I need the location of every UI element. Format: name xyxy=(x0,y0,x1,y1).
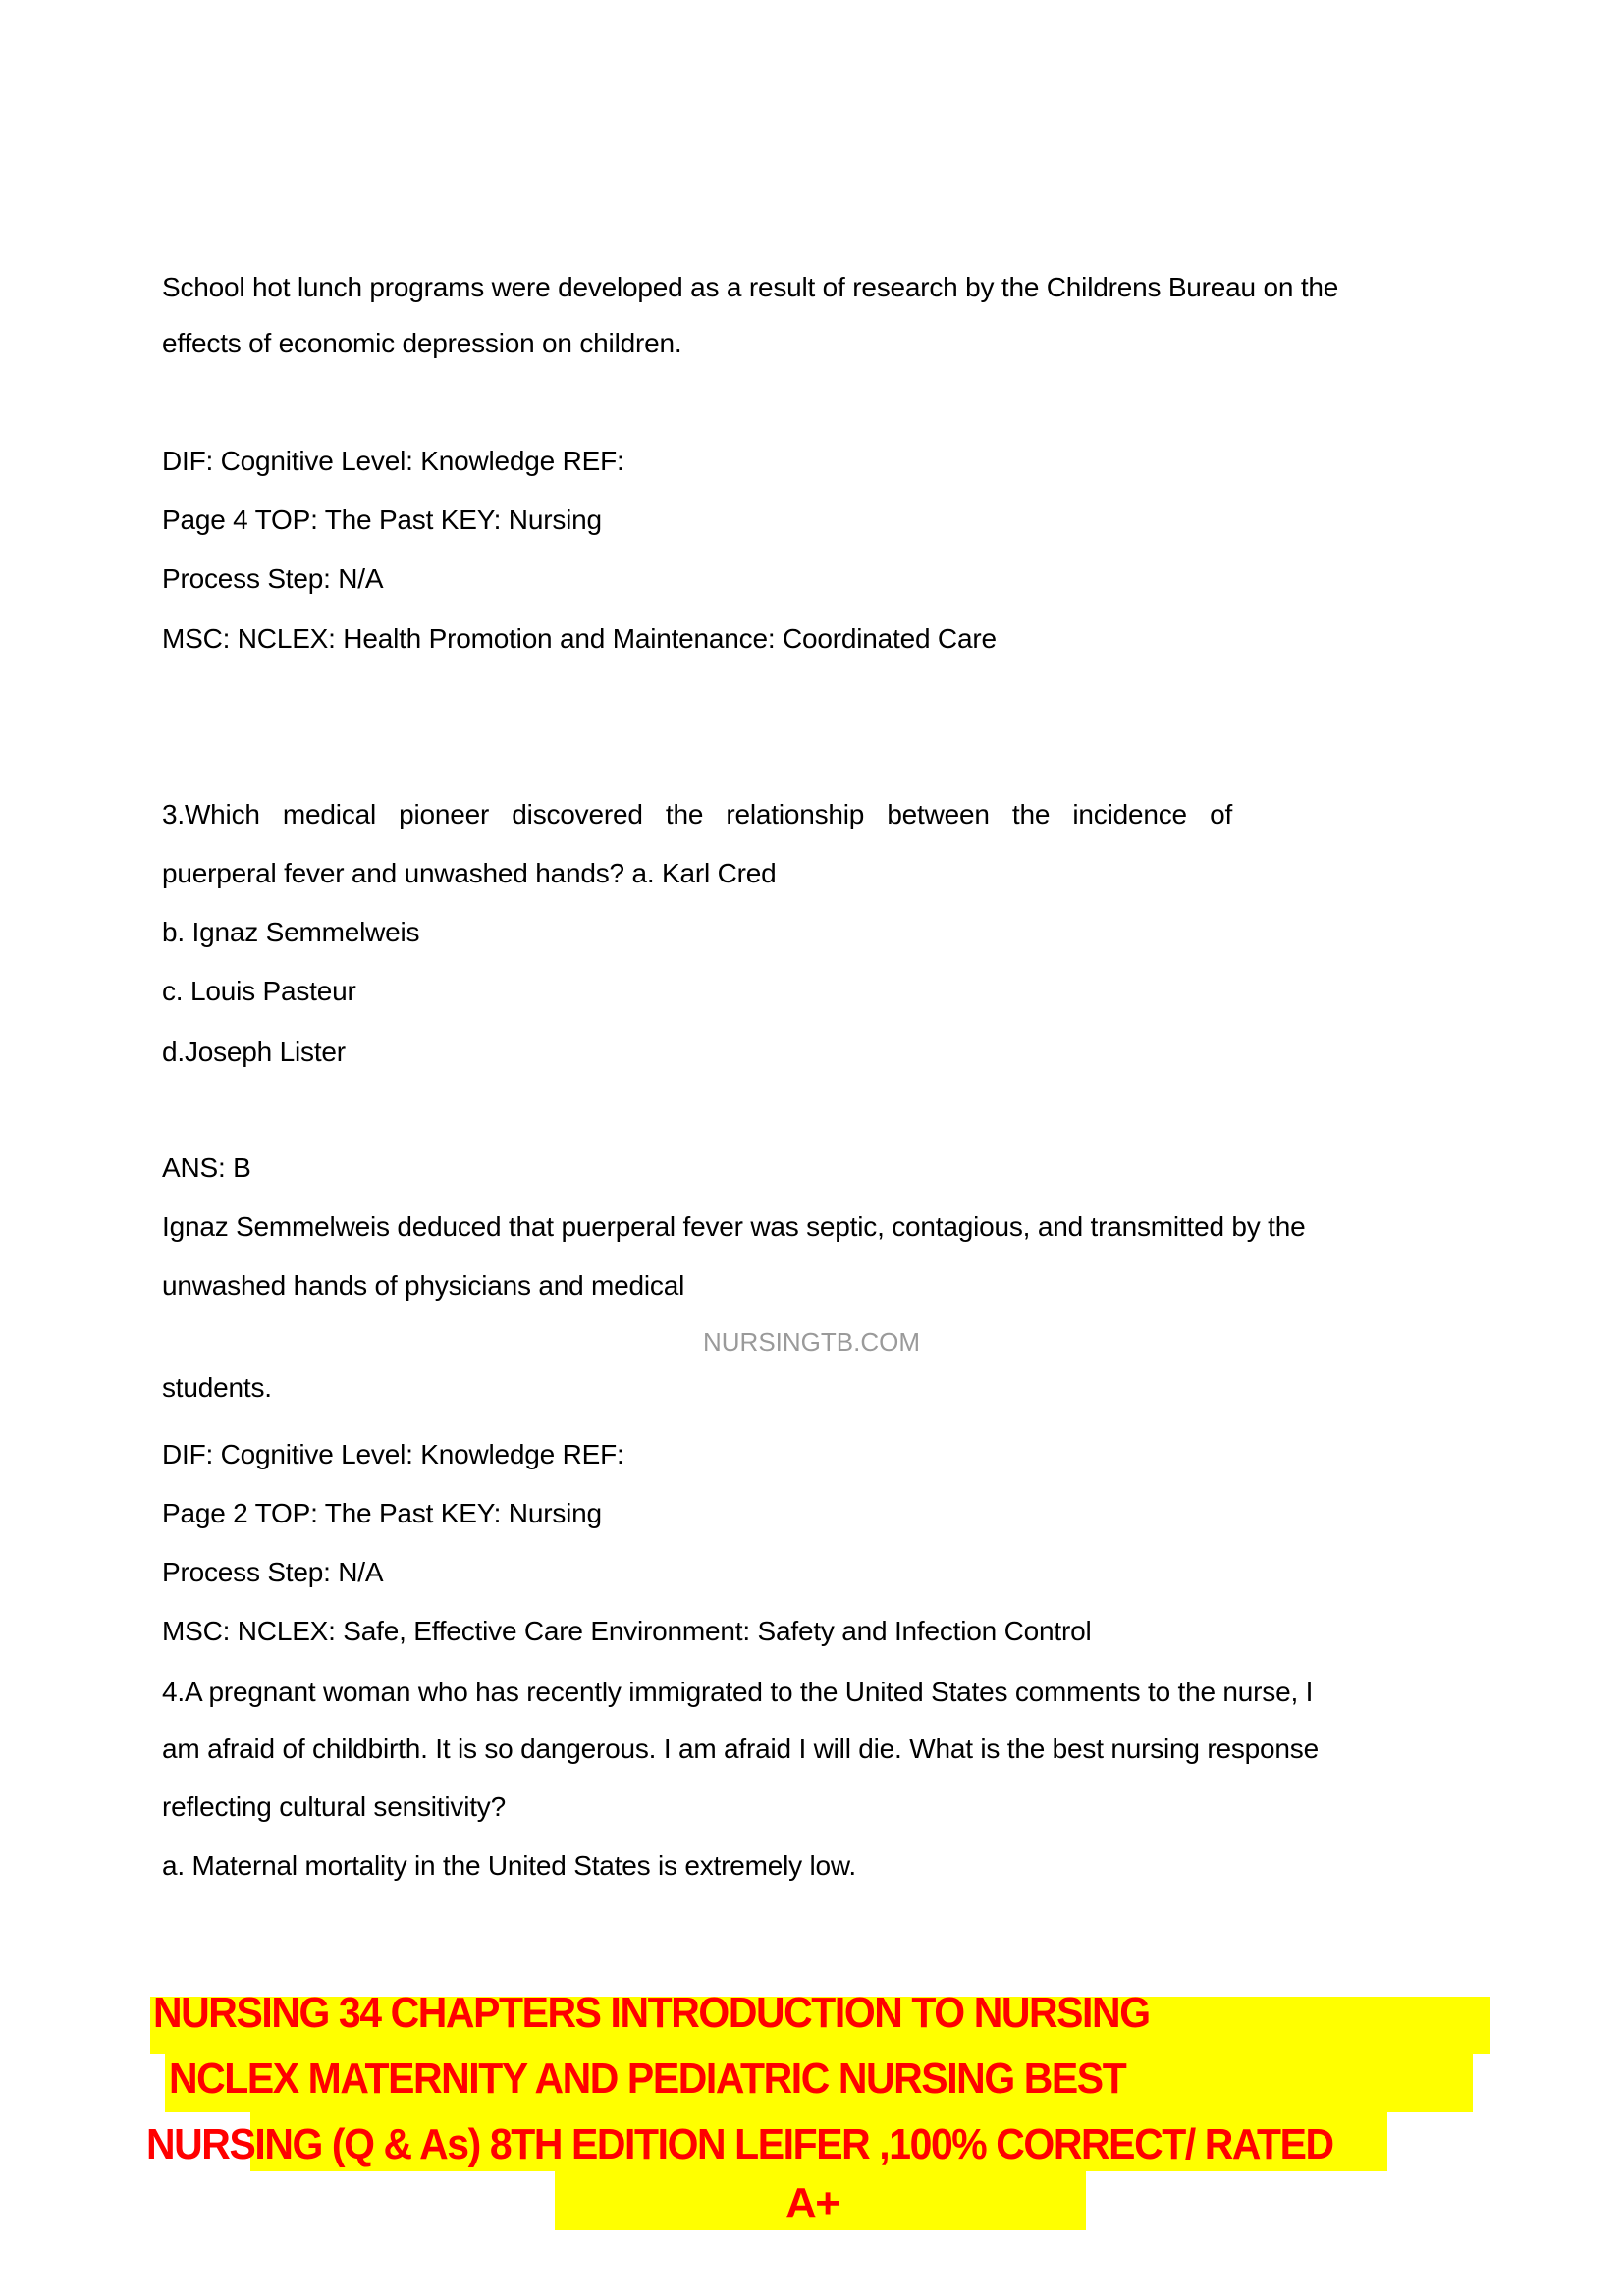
answer-option: c. Louis Pasteur xyxy=(162,976,356,1006)
banner-line: A+ xyxy=(785,2179,839,2227)
watermark: NURSINGTB.COM xyxy=(703,1327,920,1357)
question-line: 4.A pregnant woman who has recently immigrated to the United States comments to the nurse, I xyxy=(162,1677,1314,1707)
answer-option: a. Maternal mortality in the United States is extremely low. xyxy=(162,1850,856,1881)
paragraph-line: effects of economic depression on children. xyxy=(162,328,682,358)
question-line: puerperal fever and unwashed hands? a. Karl Cred xyxy=(162,858,777,888)
metadata-line: DIF: Cognitive Level: Knowledge REF: xyxy=(162,446,624,476)
metadata-line: Page 2 TOP: The Past KEY: Nursing xyxy=(162,1498,602,1528)
banner-line: NURSING 34 CHAPTERS INTRODUCTION TO NURSING xyxy=(153,1989,1150,2037)
banner-line: NCLEX MATERNITY AND PEDIATRIC NURSING BEST xyxy=(169,2055,1126,2103)
rationale-line: unwashed hands of physicians and medical xyxy=(162,1270,685,1301)
question-line: reflecting cultural sensitivity? xyxy=(162,1791,506,1822)
question-line: am afraid of childbirth. It is so dangerous. I am afraid I will die. What is the best nursing response xyxy=(162,1734,1319,1764)
banner-line: NURSING (Q & As) 8TH EDITION LEIFER ,100% CORRECT/ RATED xyxy=(146,2120,1333,2168)
rationale-line: Ignaz Semmelweis deduced that puerperal fever was septic, contagious, and transmitted by the xyxy=(162,1211,1306,1242)
metadata-line: Page 4 TOP: The Past KEY: Nursing xyxy=(162,505,602,535)
metadata-line: MSC: NCLEX: Health Promotion and Maintenance: Coordinated Care xyxy=(162,623,997,654)
question-line: 3.Which medical pioneer discovered the relationship between the incidence of xyxy=(162,799,1233,829)
answer-key: ANS: B xyxy=(162,1152,251,1183)
answer-option: d.Joseph Lister xyxy=(162,1037,346,1067)
rationale-line: students. xyxy=(162,1372,272,1403)
paragraph-line: School hot lunch programs were developed as a result of research by the Childrens Bureau on the xyxy=(162,272,1339,302)
answer-option: b. Ignaz Semmelweis xyxy=(162,917,420,947)
metadata-line: Process Step: N/A xyxy=(162,1557,384,1587)
metadata-line: Process Step: N/A xyxy=(162,563,384,594)
metadata-line: MSC: NCLEX: Safe, Effective Care Environment: Safety and Infection Control xyxy=(162,1616,1092,1646)
metadata-line: DIF: Cognitive Level: Knowledge REF: xyxy=(162,1439,624,1469)
